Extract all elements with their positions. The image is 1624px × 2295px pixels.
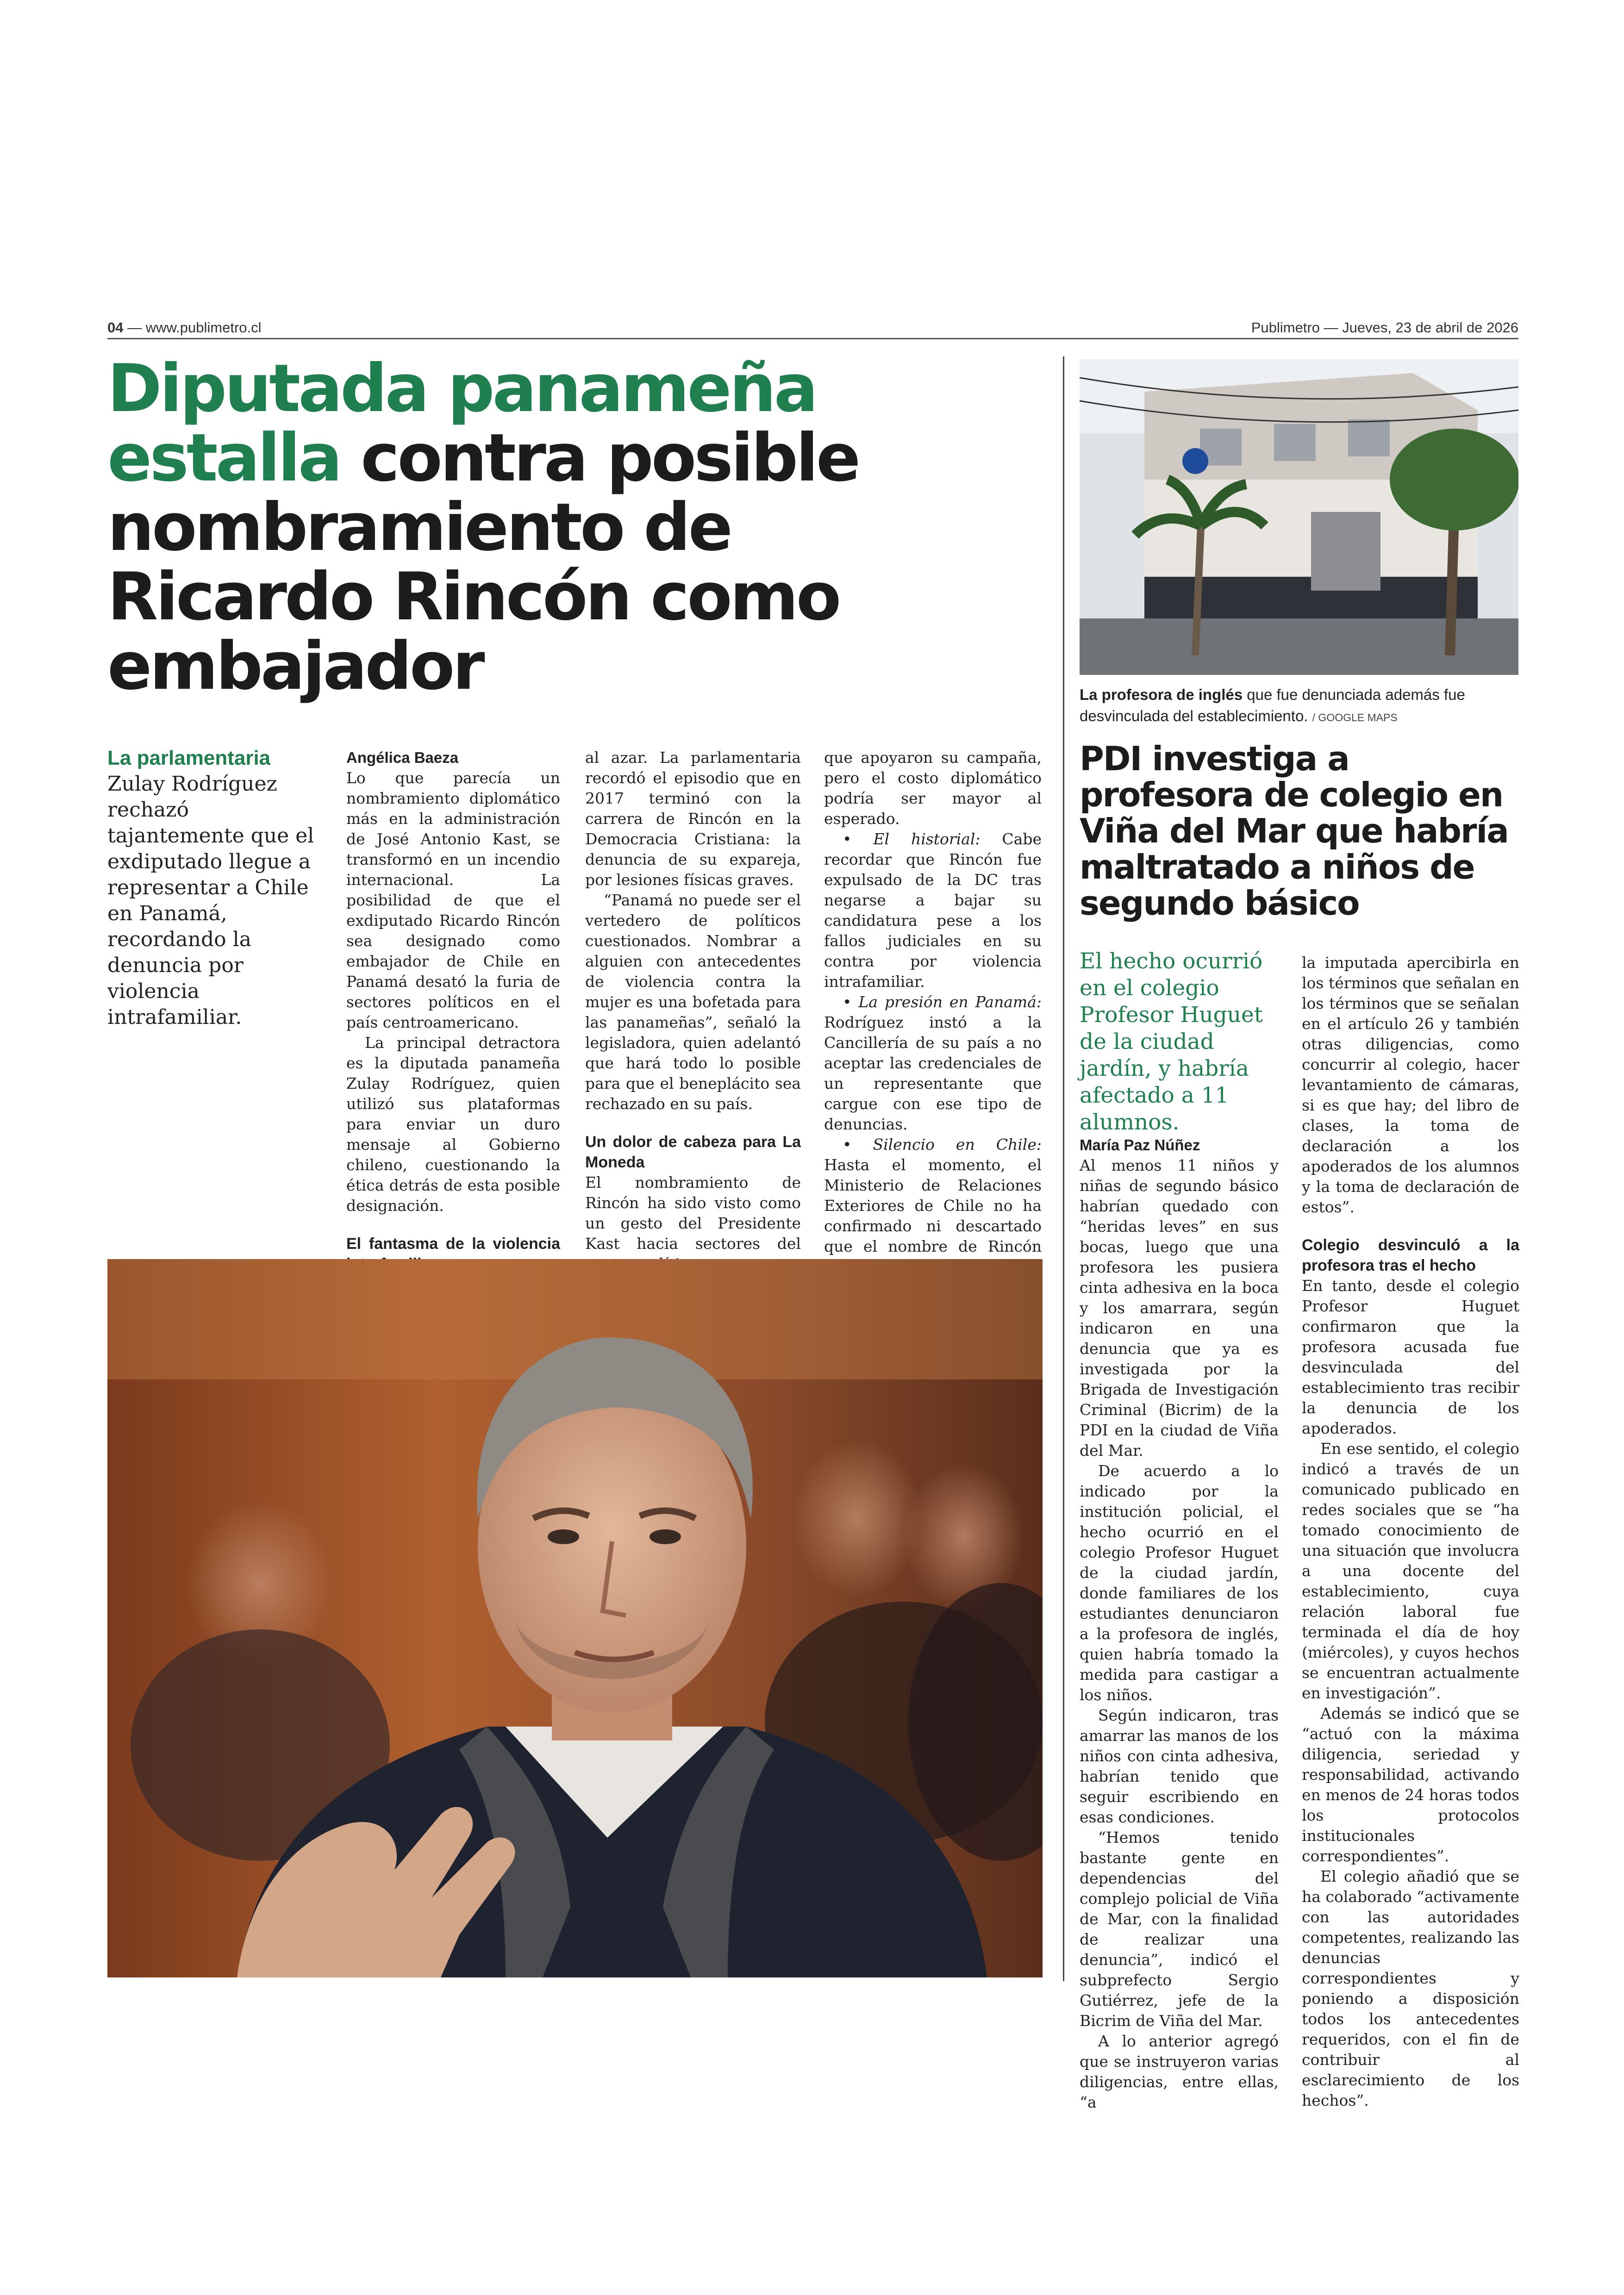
- paragraph: al azar. La parlamentaria recordó el episodio que en 2017 terminó con la carrera de Rincón en la Democracia Cristiana: la denuncia de su expareja, por lesiones físicas graves.: [585, 748, 801, 889]
- bullet-text: Rodríguez instó a la Cancillería de su país a no aceptar las credenciales de un representante que cargue con ese tipo de denuncias.: [824, 1013, 1042, 1133]
- column-divider: [1063, 356, 1064, 1981]
- subheading: Colegio desvinculó a la profesora tras el hecho: [1302, 1236, 1519, 1274]
- article1-column-2: [585, 748, 801, 1274]
- article1-lead: [107, 745, 320, 1030]
- headline-rest: contra posible nombramiento de Ricardo Rincón como embajador: [107, 420, 859, 705]
- byline: Angélica Baeza: [346, 749, 459, 766]
- lead-kicker: La parlamentaria: [107, 747, 271, 769]
- page-folio: [107, 319, 262, 336]
- bullet-text: Hasta el momento, el Ministerio de Relaciones Exteriores de Chile no ha confirmado ni descartado que el nombre de Rincón: [824, 1156, 1042, 1255]
- paragraph: “Hemos tenido bastante gente en dependencias del complejo policial de Viña de Mar, con la finalidad de realizar una denuncia”, indicó el subprefecto Sergio Gutiérrez, jefe de la Bicrim de Viña del Mar.: [1080, 1828, 1279, 2030]
- bullet-label: Silencio en Chile:: [873, 1135, 1042, 1154]
- paragraph: A lo anterior agregó que se instruyeron varias diligencias, entre ellas, “a: [1080, 2032, 1279, 2111]
- paragraph: Al menos 11 niños y niñas de segundo básico habrían quedado con “heridas leves” en sus bocas, luego que una profesora les pusiera cinta adhesiva en la boca y los amarrara, según indicaron en una denuncia que ya es investigada por la Brigada de Investigación Criminal (Bicrim) de la PDI en la ciudad de Viña del Mar.: [1080, 1156, 1279, 1459]
- caption-bold: La profesora de inglés: [1080, 686, 1243, 703]
- article2-lead: El hecho ocurrió en el colegio Profesor Huguet de la ciudad jardín, y habría afectado a 11 alumnos.: [1080, 948, 1263, 1135]
- paragraph: Lo que parecía un nombramiento diplomático más en la administración de José Antonio Kast, se transformó en un incendio internacional. La posibilidad de que el exdiputado Ricardo Rincón sea designado como embajador de Chile en Panamá desató la furia de sectores políticos en el país centroamericano.: [346, 769, 560, 1031]
- article2-headline: PDI investiga a profesora de colegio en Viña del Mar que habría maltratado a niños de segundo básico: [1080, 739, 1508, 923]
- paragraph: La principal detractora es la diputada panameña Zulay Rodríguez, quien utilizó sus plataformas para enviar un duro mensaje al Gobierno chileno, cuestionando la ética detrás de esta posible designación.: [346, 1034, 560, 1215]
- building-photo-illustration: [1080, 359, 1518, 675]
- paragraph: En tanto, desde el colegio Profesor Huguet confirmaron que la profesora acusada fue desvinculada del establecimiento tras recibir la denuncia de los apoderados.: [1302, 1277, 1519, 1437]
- bullet-item: • La presión en Panamá: Rodríguez instó a la Cancillería de su país a no aceptar las credenciales de un representante que cargue con ese tipo de denuncias.: [824, 993, 1042, 1133]
- caption-text: que fue denunciada además fue desvinculada del establecimiento.: [1080, 686, 1465, 724]
- photo-credit: / GOOGLE MAPS: [1312, 711, 1398, 723]
- paragraph: En ese sentido, el colegio indicó a través de un comunicado publicado en redes sociales que se “ha tomado conocimiento de una situación que involucra a una docente del establecimiento, cuya relación laboral fue terminada el día de hoy (miércoles), y cuyos hechos se encuentran actualmente en investigación”.: [1302, 1440, 1519, 1702]
- subheading: Un dolor de cabeza para La Moneda: [585, 1133, 801, 1171]
- main-photo: [107, 1259, 1043, 1977]
- lead-text: Zulay Rodríguez rechazó tajantemente que el exdiputado llegue a representar a Chile en Panamá, recordando la denuncia por violencia intrafamiliar.: [107, 772, 314, 1029]
- portrait-photo-illustration: [107, 1259, 1043, 1977]
- paragraph: que apoyaron su campaña, pero el costo diplomático podría ser mayor al esperado.: [824, 748, 1042, 828]
- bullet-item: • Silencio en Chile: Hasta el momento, el Ministerio de Relaciones Exteriores de Chile no ha confirmado ni descartado que el nombre de Rincón: [824, 1135, 1042, 1318]
- paragraph: De acuerdo a lo indicado por la institución policial, el hecho ocurrió en el colegio Profesor Huguet de la ciudad jardín, donde familiares de los estudiantes denunciaron a la profesora de inglés, quien habría tomado la medida para castigar a los niños.: [1080, 1462, 1279, 1704]
- bullet-label: El historial:: [873, 830, 981, 848]
- paragraph: “Panamá no puede ser el vertedero de políticos cuestionados. Nombrar a alguien con antecedentes de violencia contra la mujer es una bofetada para las panameñas”, señaló la legisladora, quien adelantó que hará todo lo posible para que el beneplácito sea rechazado en su país.: [585, 891, 801, 1113]
- article1-column-3: [824, 748, 1042, 1318]
- header-rule: [107, 338, 1518, 339]
- publication-date: Publimetro — Jueves, 23 de abril de 2026: [1251, 319, 1518, 336]
- paragraph: Según indicaron, tras amarrar las manos de los niños con cinta adhesiva, habrían tenido que seguir escribiendo en esas condiciones.: [1080, 1706, 1279, 1826]
- headline-highlight: Diputada panameña estalla: [107, 350, 816, 496]
- article2-column-2: [1302, 953, 1519, 2111]
- photo-caption: [1080, 684, 1518, 728]
- paragraph: la imputada apercibirla en los términos que señalan en los términos que se señalan en el artículo 26 y también otras diligencias, como concurrir al colegio, hacer levantamiento de cámaras, si es que hay; del libro de clases, la toma de declaración a los apoderados de los alumnos y la toma de declaración de estos”.: [1302, 954, 1519, 1216]
- paragraph: El nombramiento de Rincón ha sido visto como un gesto del Presidente Kast hacia sectores del: [585, 1173, 801, 1253]
- article1-column-1: [346, 748, 560, 1315]
- page-number: 04: [107, 319, 124, 336]
- article2-column-1: [1080, 1135, 1279, 2113]
- site-url[interactable]: — www.publimetro.cl: [127, 319, 262, 336]
- paragraph: El colegio añadió que se ha colaborado “activamente con las autoridades competentes, realizando las denuncias correspondientes y poniendo a disposición todos los antecedentes requeridos, con el fin de contribuir al esclarecimiento de los hechos”.: [1302, 1867, 1519, 2109]
- article1-headline: [107, 350, 996, 705]
- bullet-label: La presión en Panamá:: [858, 993, 1042, 1011]
- school-photo: [1080, 359, 1518, 675]
- bullet-item: • El historial: Cabe recordar que Rincón fue expulsado de la DC tras negarse a bajar su candidatura pese a los fallos judiciales en su contra por violencia intrafamiliar.: [824, 830, 1042, 991]
- subheading: El fantasma de la violencia: [346, 1235, 560, 1253]
- bullet-text: Cabe recordar que Rincón fue expulsado de la DC tras negarse a bajar su candidatura pese a los fallos judiciales en su contra por violencia intrafamiliar.: [824, 830, 1042, 991]
- paragraph: Además se indicó que se “actuó con la máxima diligencia, seriedad y responsabilidad, activando en menos de 24 horas todos los protocolos institucionales correspondientes”.: [1302, 1704, 1519, 1865]
- byline: María Paz Núñez: [1080, 1136, 1200, 1154]
